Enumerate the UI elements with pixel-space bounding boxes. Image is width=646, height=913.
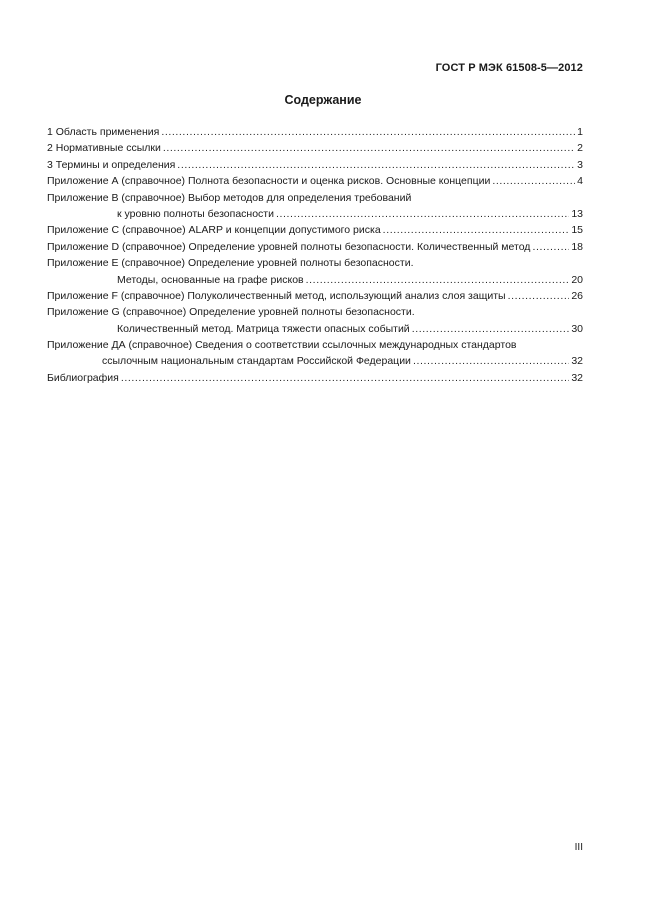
table-of-contents bbox=[47, 124, 583, 386]
toc-entry-label: Приложение А (справочное) Полнота безопасности и оценка рисков. Основные концепции bbox=[47, 175, 491, 188]
toc-entry-annex-d[interactable] bbox=[47, 239, 583, 255]
toc-page-number: 32 bbox=[571, 355, 583, 368]
toc-entry-annex-e-continued[interactable] bbox=[47, 272, 583, 288]
toc-entry-annex-g-continued[interactable] bbox=[47, 321, 583, 337]
toc-page-number: 3 bbox=[577, 158, 583, 171]
toc-entry-annex-da-continued[interactable] bbox=[47, 353, 583, 369]
toc-page-number: 2 bbox=[577, 142, 583, 155]
toc-leader-dots bbox=[532, 239, 569, 255]
toc-page-number: 18 bbox=[571, 240, 583, 253]
toc-entry-label: Приложение В (справочное) Выбор методов для определения требований bbox=[47, 191, 412, 204]
toc-entry-annex-b-continued[interactable] bbox=[47, 206, 583, 222]
toc-leader-dots bbox=[383, 222, 570, 238]
toc-leader-dots bbox=[306, 272, 570, 288]
toc-entry-label: Приложение D (справочное) Определение уровней полноты безопасности. Количественный метод bbox=[47, 240, 531, 253]
toc-leader-dots bbox=[276, 206, 569, 222]
toc-entry-normative-references[interactable] bbox=[47, 140, 583, 156]
page-number-footer: III bbox=[574, 842, 583, 853]
toc-entry-label: ссылочным национальным стандартам Российской Федерации bbox=[102, 355, 411, 368]
toc-entry-label: к уровню полноты безопасности bbox=[117, 207, 274, 220]
toc-entry-annex-e[interactable] bbox=[47, 255, 583, 271]
toc-entry-label: 3 Термины и определения bbox=[47, 158, 176, 171]
toc-entry-label: Методы, основанные на графе рисков bbox=[117, 273, 304, 286]
toc-entry-annex-b[interactable] bbox=[47, 190, 583, 206]
toc-entry-label: Приложение F (справочное) Полуколичественный метод, использующий анализ слоя защиты bbox=[47, 289, 506, 302]
toc-entry-bibliography[interactable] bbox=[47, 370, 583, 386]
toc-leader-dots bbox=[413, 353, 569, 369]
toc-entry-label: Библиография bbox=[47, 371, 119, 384]
toc-entry-label: 1 Область применения bbox=[47, 126, 160, 138]
toc-page-number: 30 bbox=[571, 322, 583, 335]
toc-leader-dots bbox=[177, 157, 575, 173]
toc-entry-scope[interactable] bbox=[47, 124, 583, 140]
toc-entry-label: Количественный метод. Матрица тяжести опасных событий bbox=[117, 322, 410, 335]
page-title: Содержание bbox=[284, 93, 362, 107]
toc-entry-annex-f[interactable] bbox=[47, 288, 583, 304]
toc-entry-annex-c[interactable] bbox=[47, 222, 583, 238]
toc-page-number: 1 bbox=[577, 126, 583, 138]
toc-leader-dots bbox=[508, 288, 570, 304]
toc-entry-terms[interactable] bbox=[47, 157, 583, 173]
toc-page-number: 26 bbox=[571, 289, 583, 302]
toc-entry-annex-da[interactable] bbox=[47, 337, 583, 353]
toc-page-number: 32 bbox=[571, 371, 583, 384]
document-header: ГОСТ Р МЭК 61508-5—2012 bbox=[435, 62, 583, 74]
toc-page-number: 4 bbox=[577, 175, 583, 188]
toc-leader-dots bbox=[121, 370, 569, 386]
toc-leader-dots bbox=[412, 321, 570, 337]
toc-entry-label: Приложение ДА (справочное) Сведения о соответствии ссылочных международных стандартов bbox=[47, 339, 517, 352]
toc-entry-annex-g[interactable] bbox=[47, 304, 583, 320]
toc-entry-label: Приложение G (справочное) Определение уровней полноты безопасности. bbox=[47, 306, 415, 319]
toc-entry-annex-a[interactable] bbox=[47, 173, 583, 189]
toc-entry-label: 2 Нормативные ссылки bbox=[47, 142, 161, 155]
toc-page-number: 15 bbox=[571, 224, 583, 237]
toc-page-number: 20 bbox=[571, 273, 583, 286]
toc-entry-label: Приложение Е (справочное) Определение уровней полноты безопасности. bbox=[47, 257, 414, 270]
toc-page-number: 13 bbox=[571, 207, 583, 220]
toc-leader-dots bbox=[492, 173, 575, 189]
toc-entry-label: Приложение С (справочное) ALARP и концепции допустимого риска bbox=[47, 224, 381, 237]
toc-leader-dots bbox=[163, 140, 575, 156]
toc-leader-dots bbox=[161, 124, 575, 140]
